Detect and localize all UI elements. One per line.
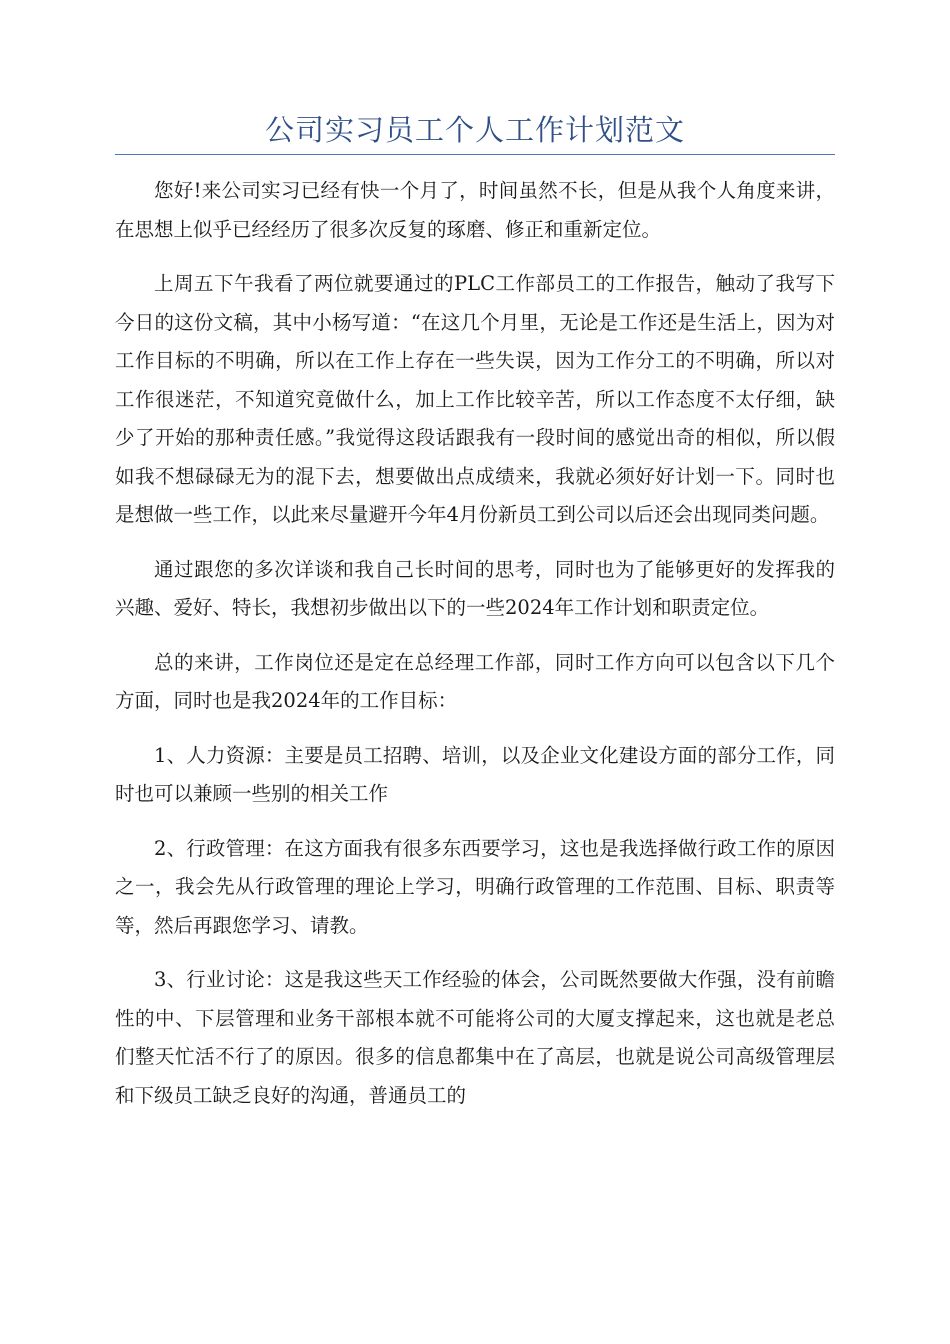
paragraph-item-hr: 1、人力资源：主要是员工招聘、培训，以及企业文化建设方面的部分工作，同时也可以兼顾一些别的相关工作 — [115, 743, 835, 805]
paragraph-goals-intro: 总的来讲，工作岗位还是定在总经理工作部，同时工作方向可以包含以下几个方面，同时也是我2024年的工作目标： — [115, 650, 835, 712]
document-title: 公司实习员工个人工作计划范文 — [264, 113, 685, 147]
document-body — [115, 172, 835, 1131]
paragraph-item-industry: 3、行业讨论：这是我这些天工作经验的体会，公司既然要做大作强，没有前瞻性的中、下层管理和业务干部根本就不可能将公司的大厦支撑起来，这也就是老总们整天忙活不行了的原因。很多的信息都集中在了高层，也就是说公司高级管理层和下级员工缺乏良好的沟通，普通员工的 — [115, 968, 835, 1107]
paragraph-item-admin: 2、行政管理：在这方面我有很多东西要学习，这也是我选择做行政工作的原因之一，我会先从行政管理的理论上学习，明确行政管理的工作范围、目标、职责等等，然后再跟您学习、请教。 — [115, 836, 835, 937]
title-underline — [115, 154, 835, 155]
paragraph-plan-intro: 通过跟您的多次详谈和我自己长时间的思考，同时也为了能够更好的发挥我的兴趣、爱好、特长，我想初步做出以下的一些2024年工作计划和职责定位。 — [115, 557, 835, 619]
paragraph-motivation: 上周五下午我看了两位就要通过的PLC工作部员工的工作报告，触动了我写下今日的这份文稿，其中小杨写道：“在这几个月里，无论是工作还是生活上，因为对工作目标的不明确，所以在工作上存在一些失误，因为工作分工的不明确，所以对工作很迷茫，不知道究竟做什么，加上工作比较辛苦，所以工作态度不太仔细，缺少了开始的那种责任感。”我觉得这段话跟我有一段时间的感觉出奇的相似，所以假如我不想碌碌无为的混下去，想要做出点成绩来，我就必须好好计划一下。同时也是想做一些工作，以此来尽量避开今年4月份新员工到公司以后还会出现同类问题。 — [115, 272, 835, 526]
paragraph-greeting: 您好!来公司实习已经有快一个月了，时间虽然不长，但是从我个人角度来讲，在思想上似乎已经经历了很多次反复的琢磨、修正和重新定位。 — [115, 179, 835, 241]
